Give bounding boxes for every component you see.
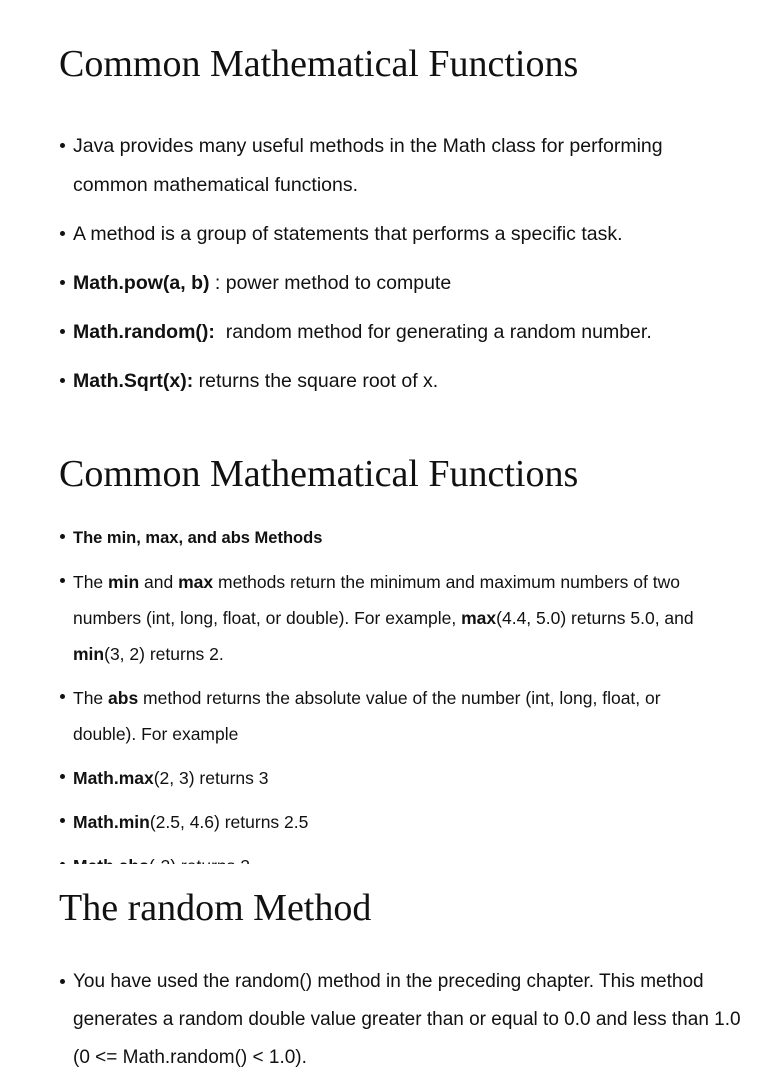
list-item: [59, 215, 698, 254]
bullet-text: method returns the absolute value of the number (int, long, float, or double). For example: [73, 688, 661, 744]
bullet-text: (4.4, 5.0) returns 5.0, and: [496, 608, 694, 628]
bullet-text: Java provides many useful methods in the Math class for performing common mathematical functions.: [73, 135, 663, 196]
bullet-text: : power method to compute: [209, 272, 452, 294]
slide-2-title: Common Mathematical Functions: [59, 453, 579, 495]
keyword-min: min: [108, 572, 140, 592]
bullet-text: and: [139, 572, 179, 592]
method-name: Math.max: [73, 768, 154, 788]
bullet-text: random method for generating a random number.: [214, 321, 652, 343]
list-item: [59, 264, 698, 303]
bullet-text: The: [73, 572, 109, 592]
keyword-max: max: [461, 608, 497, 628]
list-item: [59, 564, 720, 672]
slide-3: [0, 864, 768, 1068]
list-item: [59, 804, 720, 840]
keyword-max: max: [178, 572, 214, 592]
bullet-text: methods return the minimum and maximum numbers of two numbers (int, long, float, or double). For example,: [73, 572, 680, 628]
bullet-text: (3, 2) returns 2.: [104, 644, 224, 664]
method-name: Math.min: [73, 812, 150, 832]
keyword-abs: abs: [108, 688, 139, 708]
slide-3-bullet-list: [59, 963, 762, 1077]
method-name: Math.pow(a, b): [73, 272, 210, 294]
list-item: [59, 362, 698, 401]
slide-1-title: Common Mathematical Functions: [59, 43, 579, 85]
keyword-min: min: [73, 644, 105, 664]
list-item: [59, 520, 720, 556]
list-item: [59, 680, 720, 752]
bullet-text: returns the square root of x.: [193, 370, 439, 392]
method-name: Math.random():: [73, 321, 215, 343]
section-heading: The min, max, and abs Methods: [73, 529, 323, 547]
slide-1: [0, 0, 768, 432]
list-item: [59, 760, 720, 796]
method-name: Math.Sqrt(x):: [73, 370, 194, 392]
list-item: [59, 127, 698, 205]
list-item: [59, 963, 762, 1077]
bullet-text: (2, 3) returns 3: [153, 768, 269, 788]
bullet-text: You have used the random() method in the preceding chapter. This method generates a random double value greater than or equal to 0.0 and less than 1.0 (0 <= Math.random() < 1.0).: [73, 971, 741, 1068]
list-item: [59, 313, 698, 352]
slide-3-title: The random Method: [59, 887, 372, 929]
bullet-text: The: [73, 688, 109, 708]
bullet-text: (2.5, 4.6) returns 2.5: [149, 812, 309, 832]
slide-2: [0, 432, 768, 864]
slide-1-bullet-list: [59, 127, 698, 411]
slide-2-bullet-list: [59, 520, 720, 892]
bullet-text: A method is a group of statements that performs a specific task.: [73, 223, 623, 245]
